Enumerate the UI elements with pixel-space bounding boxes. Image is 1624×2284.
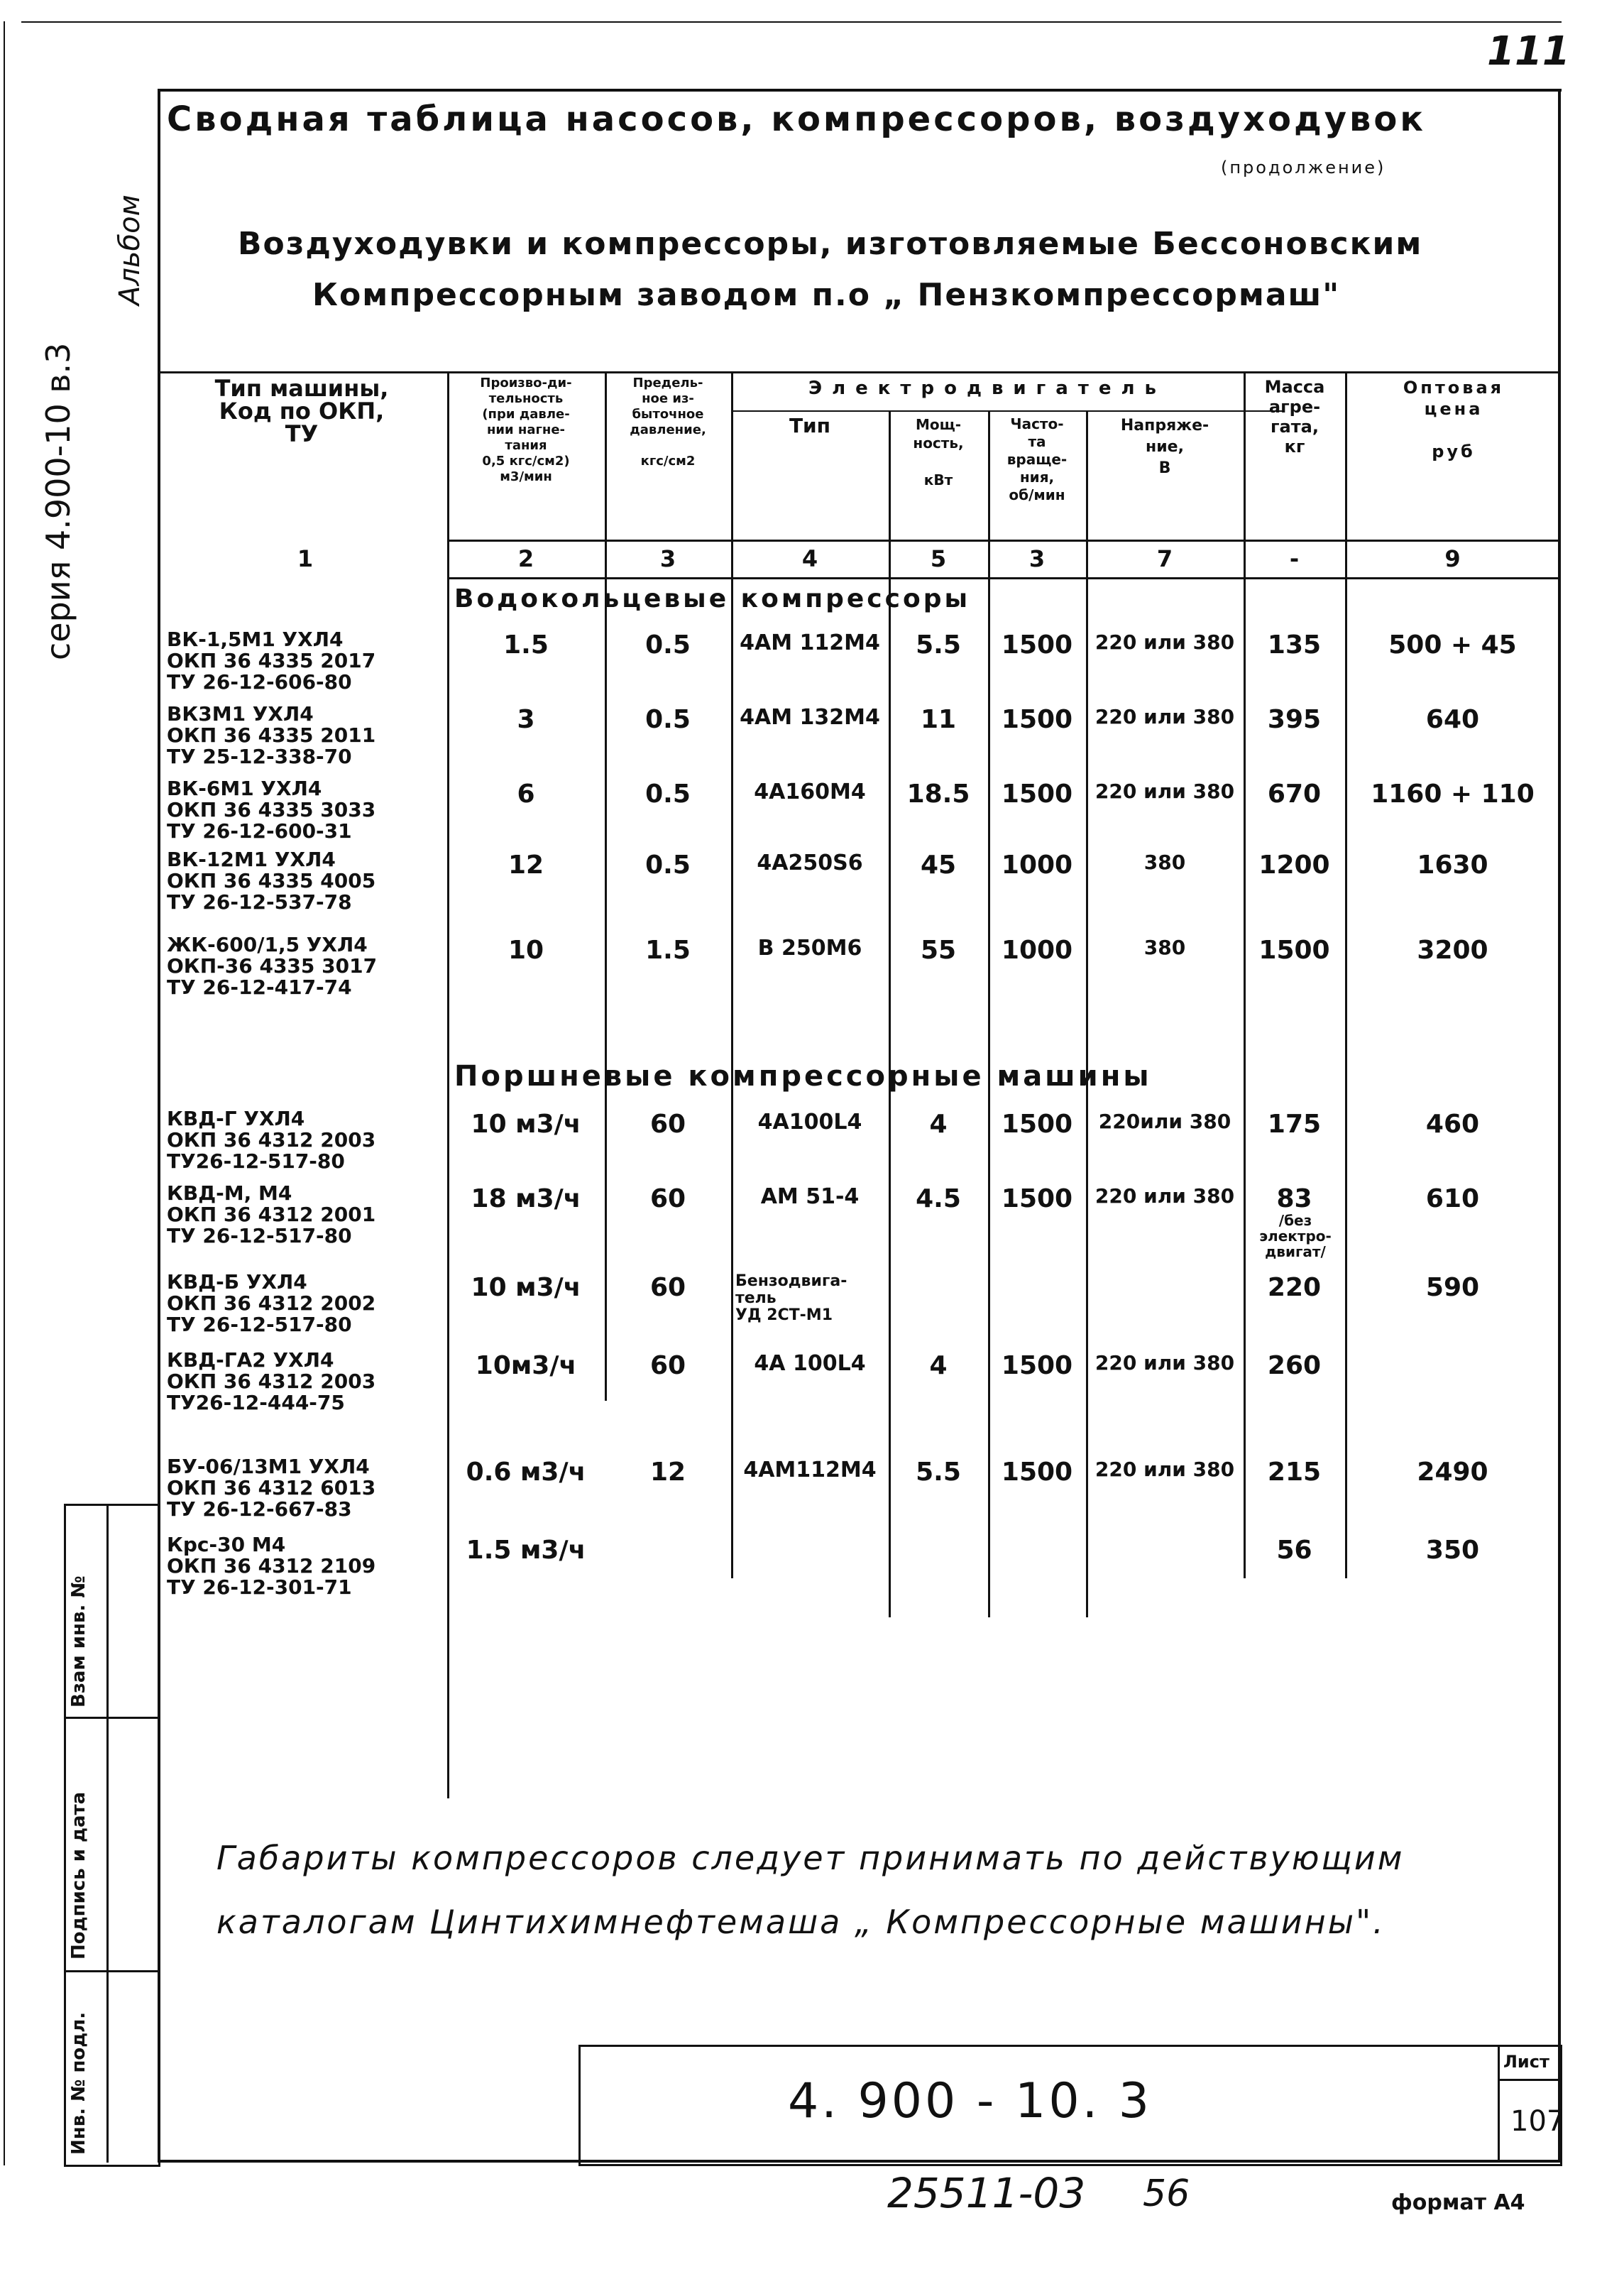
cell-mass: 220 <box>1267 1273 1322 1302</box>
column-number: 5 <box>930 545 947 572</box>
doc-code: 4. 900 - 10. 3 <box>788 2073 1153 2129</box>
cell-price: 2490 <box>1417 1458 1488 1487</box>
cell-voltage: 220 или 380 <box>1094 780 1235 803</box>
cell-mass: 1500 <box>1258 936 1330 965</box>
cell-power: 18.5 <box>906 780 970 809</box>
cell-motor: 4АМ 112М4 <box>740 630 880 655</box>
cell-price: 1630 <box>1417 851 1488 880</box>
cell-rpm: 1500 <box>1001 780 1073 809</box>
cell-pressure: 0.5 <box>645 705 691 734</box>
cell-motor: 4А100L4 <box>757 1110 862 1135</box>
mass-note: /без электро- двигат/ <box>1259 1212 1332 1260</box>
cell-price: 590 <box>1425 1273 1480 1302</box>
cell-pressure: 0.5 <box>645 851 691 880</box>
cell-motor: 4А250S6 <box>757 851 863 875</box>
header-power: Мощ- ность, кВт <box>913 416 964 488</box>
cell-capacity: 3 <box>517 705 535 734</box>
left-outer-rule <box>4 21 5 2165</box>
header-divider <box>160 371 1560 373</box>
header-motor-type: Тип <box>789 414 831 437</box>
section-piston: Поршневые компрессорные машины <box>454 1060 1152 1093</box>
col-line-2 <box>605 371 607 1401</box>
handwritten-number: 56 <box>1143 2173 1190 2215</box>
cell-power: 4 <box>929 1110 948 1139</box>
header-motor-group: Электродвигатель <box>808 378 1166 399</box>
cell-mass: 395 <box>1267 705 1322 734</box>
cell-power: 11 <box>920 705 957 734</box>
col-line-6 <box>1086 410 1088 1617</box>
column-number: 4 <box>801 545 818 572</box>
column-number: - <box>1289 545 1300 572</box>
cell-pressure: 0.5 <box>645 780 691 809</box>
cell-motor: 4АМ 132М4 <box>740 705 880 730</box>
cell-motor: АМ 51-4 <box>760 1184 860 1209</box>
cell-mass: 83 <box>1276 1184 1312 1213</box>
cell-price: 640 <box>1425 705 1480 734</box>
motor-group-line <box>731 410 1285 412</box>
cell-price: 3200 <box>1417 936 1488 965</box>
title-block-divider <box>1498 2045 1500 2162</box>
cell-rpm: 1500 <box>1001 1458 1073 1487</box>
continuation-note: (продолжение) <box>1221 158 1386 177</box>
cell-voltage: 220или 380 <box>1098 1110 1231 1133</box>
cell-price: 460 <box>1425 1110 1480 1139</box>
cell-motor: 4А160М4 <box>754 780 866 804</box>
left-stamp-h2 <box>64 1970 158 1972</box>
cell-price: 610 <box>1425 1184 1480 1213</box>
header-rpm: Часто- та враще- ния, об/мин <box>1006 415 1068 503</box>
sheet-label: Лист <box>1503 2052 1549 2072</box>
machine-name: БУ-06/13М1 УХЛ4 ОКП 36 4312 6013 ТУ 26-12-667-83 <box>167 1455 376 1521</box>
cell-voltage: 380 <box>1143 936 1186 959</box>
machine-name: ВК3М1 УХЛ4 ОКП 36 4335 2011 ТУ 25-12-338-70 <box>167 702 376 768</box>
cell-capacity: 10 <box>508 936 544 965</box>
note-line2: каталогам Цинтихимнефтемаша „ Компрессорные машины". <box>216 1903 1386 1941</box>
cell-motor: Бензодвига- тель УД 2СТ-М1 <box>735 1272 847 1324</box>
album-label: Альбом <box>114 195 146 305</box>
cell-price: 1160 + 110 <box>1371 780 1535 809</box>
cell-capacity: 1.5 м3/ч <box>466 1536 586 1565</box>
cell-power: 4 <box>929 1351 948 1380</box>
cell-pressure: 60 <box>649 1110 686 1139</box>
cell-capacity: 10 м3/ч <box>471 1110 581 1139</box>
cell-mass: 56 <box>1276 1536 1312 1565</box>
subtitle-line2: Компрессорным заводом п.о „ Пензкомпрессормаш" <box>312 277 1341 313</box>
top-rule <box>21 21 1562 23</box>
header-capacity: Произво-ди- тельность (при давле- нии нагне- тания 0,5 кгс/см2) м3/мин <box>480 376 572 484</box>
column-number: 3 <box>1028 545 1046 572</box>
cell-voltage: 220 или 380 <box>1094 1351 1235 1375</box>
cell-voltage: 220 или 380 <box>1094 705 1235 728</box>
cell-capacity: 6 <box>517 780 535 809</box>
cell-capacity: 10м3/ч <box>475 1351 577 1380</box>
header-voltage: Напряже- ние, В <box>1120 417 1209 477</box>
machine-name: Крс-30 М4 ОКП 36 4312 2109 ТУ 26-12-301-71 <box>167 1533 376 1599</box>
cell-power: 55 <box>920 936 957 965</box>
machine-name: ВК-6М1 УХЛ4 ОКП 36 4335 3033 ТУ 26-12-600-31 <box>167 777 376 843</box>
cell-capacity: 10 м3/ч <box>471 1273 581 1302</box>
note-line1: Габариты компрессоров следует принимать по действующим <box>216 1839 1405 1877</box>
column-number: 2 <box>517 545 534 572</box>
cell-motor: 4АМ112М4 <box>743 1458 877 1482</box>
header-machine: Тип машины, Код по ОКП, ТУ <box>214 375 389 447</box>
handwritten-code: 25511-03 <box>887 2169 1086 2217</box>
machine-name: КВД-ГА2 УХЛ4 ОКП 36 4312 2003 ТУ26-12-444-75 <box>167 1348 376 1414</box>
cell-pressure: 0.5 <box>645 630 691 660</box>
cell-motor: В 250М6 <box>757 936 862 961</box>
cell-capacity: 0.6 м3/ч <box>466 1458 586 1487</box>
column-number: 1 <box>297 545 314 572</box>
frame-top <box>160 89 1562 92</box>
col-line-1 <box>447 371 449 1798</box>
cell-mass: 260 <box>1267 1351 1322 1380</box>
header-price: Оптовая цена руб <box>1403 378 1505 461</box>
series-label: серия 4.900-10 в.3 <box>39 342 77 660</box>
machine-name: ВК-1,5М1 УХЛ4 ОКП 36 4335 2017 ТУ 26-12-606-80 <box>167 628 376 694</box>
cell-pressure: 60 <box>649 1351 686 1380</box>
header-mass: Масса агре- гата, кг <box>1264 377 1325 457</box>
cell-rpm: 1500 <box>1001 1110 1073 1139</box>
cell-power: 4.5 <box>916 1184 961 1213</box>
cell-motor: 4А 100L4 <box>754 1351 866 1376</box>
cell-rpm: 1000 <box>1001 851 1073 880</box>
cell-rpm: 1500 <box>1001 705 1073 734</box>
column-number: 9 <box>1444 545 1461 572</box>
cell-rpm: 1500 <box>1001 1351 1073 1380</box>
stamp-label-inv: Инв. № подл. <box>68 2011 89 2155</box>
cell-voltage: 380 <box>1143 851 1186 874</box>
cell-pressure: 60 <box>649 1184 686 1213</box>
col-line-5 <box>988 410 990 1617</box>
cell-rpm: 1500 <box>1001 630 1073 660</box>
cell-pressure: 60 <box>649 1273 686 1302</box>
stamp-label-replace: Взам инв. № <box>68 1575 89 1707</box>
cell-power: 5.5 <box>916 630 961 660</box>
cell-mass: 135 <box>1267 630 1322 660</box>
cell-capacity: 18 м3/ч <box>471 1184 581 1213</box>
cell-pressure: 1.5 <box>645 936 691 965</box>
subtitle-line1: Воздуходувки и компрессоры, изготовляемые Бессоновским <box>238 226 1423 262</box>
left-stamp-h1 <box>64 1717 158 1719</box>
cell-mass: 1200 <box>1258 851 1330 880</box>
machine-name: ВК-12М1 УХЛ4 ОКП 36 4335 4005 ТУ 26-12-537-78 <box>167 848 376 914</box>
cell-voltage: 220 или 380 <box>1094 630 1235 654</box>
machine-name: КВД-Б УХЛ4 ОКП 36 4312 2002 ТУ 26-12-517-80 <box>167 1270 376 1336</box>
cell-voltage: 220 или 380 <box>1094 1184 1235 1208</box>
cell-mass: 670 <box>1267 780 1322 809</box>
sheet-label-line <box>1498 2079 1560 2081</box>
stamp-label-signature: Подпись и дата <box>68 1791 89 1960</box>
left-stamp-divider <box>106 1504 109 2163</box>
column-number: 7 <box>1156 545 1173 572</box>
format-label: формат А4 <box>1391 2190 1525 2215</box>
cell-price: 350 <box>1425 1536 1480 1565</box>
cell-rpm: 1500 <box>1001 1184 1073 1213</box>
header-pressure: Предель- ное из- быточное давление, кгс/см2 <box>630 376 706 469</box>
column-number: 3 <box>659 545 676 572</box>
cell-power: 45 <box>920 851 957 880</box>
cell-power: 5.5 <box>916 1458 961 1487</box>
cell-pressure: 12 <box>649 1458 686 1487</box>
section-water-ring: Водокольцевые компрессоры <box>454 584 971 613</box>
cell-mass: 175 <box>1267 1110 1322 1139</box>
colnum-bottom-line <box>447 577 1560 579</box>
machine-name: КВД-М, М4 ОКП 36 4312 2001 ТУ 26-12-517-80 <box>167 1181 376 1247</box>
cell-capacity: 12 <box>508 851 544 880</box>
cell-capacity: 1.5 <box>503 630 549 660</box>
page-title: Сводная таблица насосов, компрессоров, воздуходувок <box>167 99 1426 139</box>
machine-name: КВД-Г УХЛ4 ОКП 36 4312 2003 ТУ26-12-517-80 <box>167 1107 376 1173</box>
sheet-number: 107 <box>1510 2105 1565 2138</box>
header-bottom-line <box>447 540 1560 542</box>
cell-rpm: 1000 <box>1001 936 1073 965</box>
page-number: 111 <box>1487 28 1570 75</box>
machine-name: ЖК-600/1,5 УХЛ4 ОКП-36 4335 3017 ТУ 26-12-417-74 <box>167 933 378 999</box>
cell-mass: 215 <box>1267 1458 1322 1487</box>
cell-price: 500 + 45 <box>1388 630 1517 660</box>
cell-voltage: 220 или 380 <box>1094 1458 1235 1481</box>
